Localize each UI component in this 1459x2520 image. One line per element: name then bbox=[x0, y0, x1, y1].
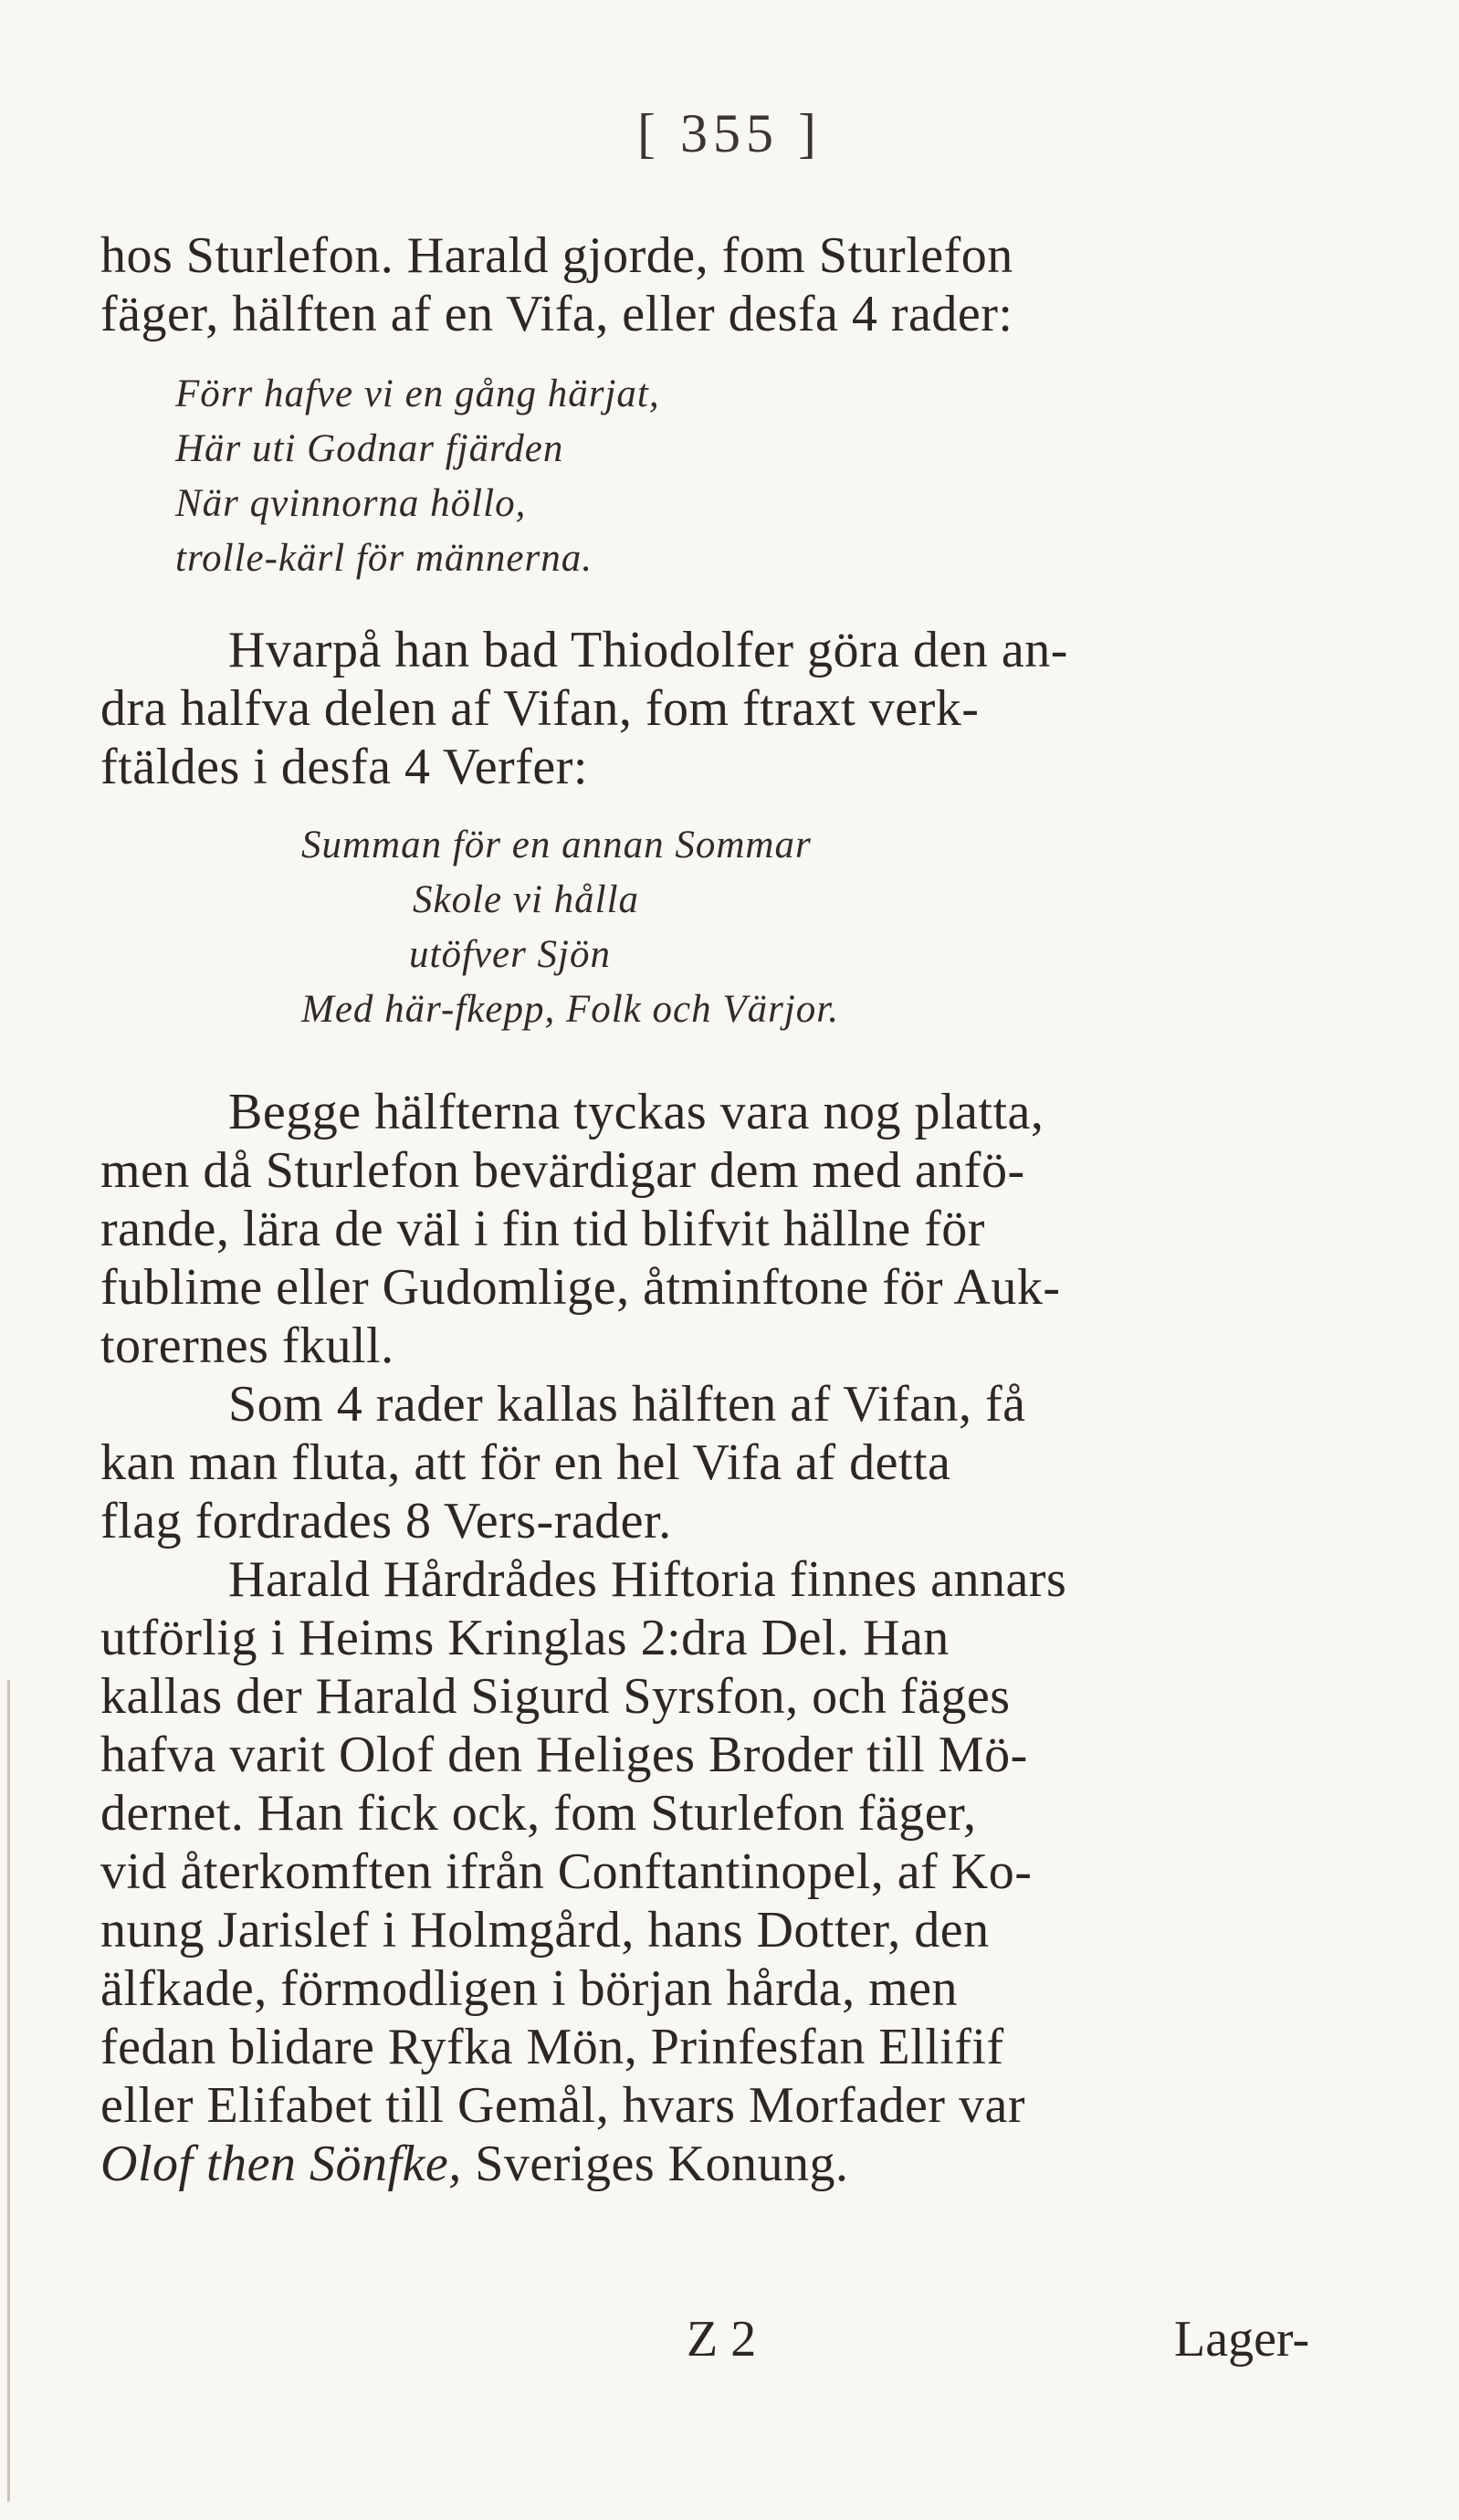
verse-2 bbox=[301, 818, 1459, 1037]
text-line: kallas der Harald Sigurd Syrsfon, och fäges bbox=[100, 1668, 1011, 1725]
verse-line: När qvinnorna höllo, bbox=[175, 482, 527, 525]
text-line: Hvarpå han bad Thiodolfer göra den an- bbox=[228, 622, 1068, 678]
text-line: hafva varit Olof den Heliges Broder till Mö- bbox=[100, 1727, 1028, 1783]
last-text-line bbox=[100, 2135, 1351, 2193]
text-line: Begge hälfterna tyckas vara nog platta, bbox=[228, 1084, 1044, 1140]
paragraph-1 bbox=[100, 226, 1351, 343]
text-line: rande, lära de väl i fin tid blifvit hällne för bbox=[100, 1201, 985, 1257]
text-line: kan man fluta, att för en hel Vifa af detta bbox=[100, 1434, 951, 1491]
page-number: [ 355 ] bbox=[637, 103, 822, 163]
text-line: dernet. Han fick ock, fom Sturlefon fäger, bbox=[100, 1785, 977, 1842]
page-edge-shadow bbox=[7, 1680, 10, 2502]
verse-line: Summan för en annan Sommar bbox=[301, 824, 812, 866]
text-line: Harald Hårdrådes Hiftoria finnes annars bbox=[228, 1551, 1067, 1608]
verse-line: utöfver Sjön bbox=[409, 933, 611, 976]
line-rest: Sveriges Konung. bbox=[461, 2136, 849, 2192]
verse-line: Med här-fkepp, Folk och Värjor. bbox=[301, 988, 840, 1031]
text-line: nung Jarislef i Holmgård, hans Dotter, den bbox=[100, 1902, 990, 1958]
text-line: Som 4 rader kallas hälften af Vifan, få bbox=[228, 1376, 1026, 1433]
text-line: fublime eller Gudomlige, åtminftone för Auk- bbox=[100, 1259, 1061, 1316]
text-line: dra halfva delen af Vifan, fom ftraxt verk- bbox=[100, 680, 980, 737]
text-line: flag fordrades 8 Vers-rader. bbox=[100, 1493, 672, 1549]
text-line: eller Elifabet till Gemål, hvars Morfader var bbox=[100, 2077, 1025, 2134]
verse-line: Här uti Godnar fjärden bbox=[175, 427, 564, 470]
verse-1 bbox=[175, 367, 1362, 586]
catchword: Lager- bbox=[1174, 2311, 1310, 2368]
text-line: men då Sturlefon bevärdigar dem med anfö- bbox=[100, 1142, 1025, 1199]
verse-line: Förr hafve vi en gång härjat, bbox=[175, 373, 660, 415]
text-line: utförlig i Heims Kringlas 2:dra Del. Han bbox=[100, 1610, 950, 1666]
text-line: älfkade, förmodligen i början hårda, men bbox=[100, 1960, 958, 2017]
text-line: hos Sturlefon. Harald gjorde, fom Sturlefon bbox=[100, 227, 1013, 284]
paragraph-3 bbox=[100, 1083, 1351, 2193]
verse-line: Skole vi hålla bbox=[413, 878, 640, 921]
text-line: fedan blidare Ryfka Mön, Prinfesfan Ellifif bbox=[100, 2019, 1004, 2075]
italic-name: Olof then Sönfke, bbox=[100, 2136, 462, 2192]
text-line: vid återkomften ifrån Conftantinopel, af Ko- bbox=[100, 1843, 1033, 1900]
signature-mark: Z 2 bbox=[687, 2311, 757, 2368]
paragraph-2 bbox=[100, 621, 1351, 796]
verse-line: trolle-kärl för männerna. bbox=[175, 537, 593, 580]
text-line: torernes fkull. bbox=[100, 1318, 394, 1374]
text-line: ftäldes i desfa 4 Verfer: bbox=[100, 739, 588, 795]
text-line: fäger, hälften af en Vifa, eller desfa 4 rader: bbox=[100, 286, 1013, 342]
